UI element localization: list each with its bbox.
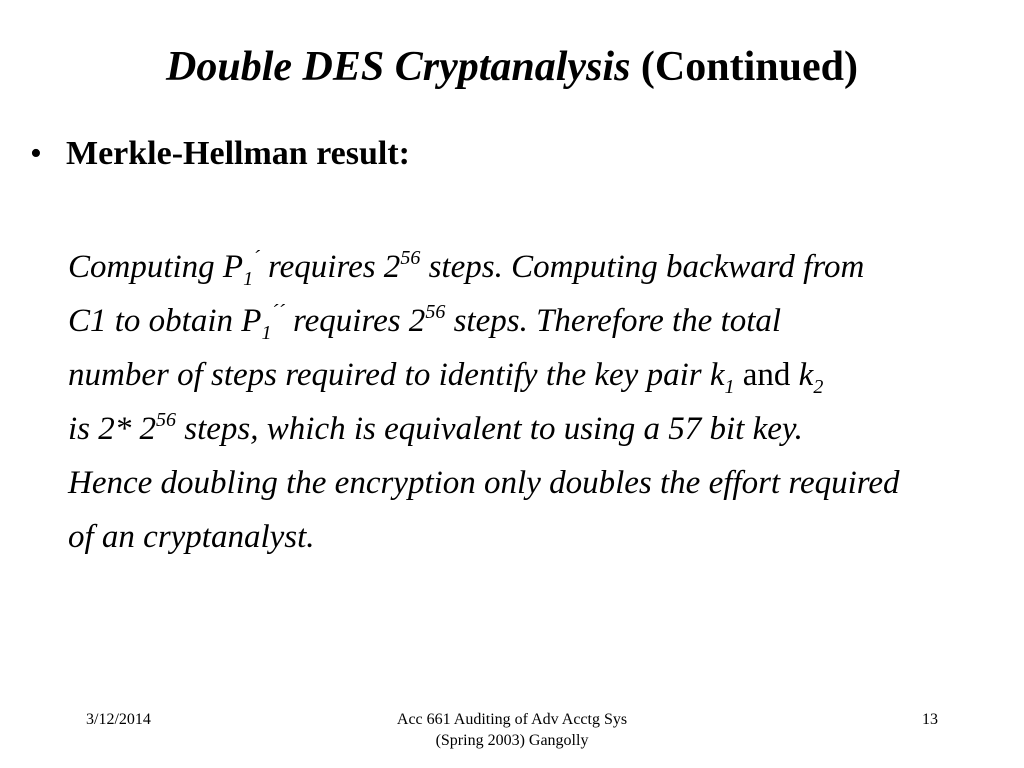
footer-course-line-2: (Spring 2003) Gangolly (435, 732, 589, 749)
line3-and: and (734, 357, 799, 393)
footer-date: 3/12/2014 (86, 711, 151, 728)
paragraph-line-4 (68, 402, 1008, 456)
line1-prime: ´ (253, 247, 260, 269)
bullet-icon: • (30, 135, 42, 172)
bullet-item (30, 132, 410, 176)
line1-text-b: requires 2 (259, 249, 401, 285)
line2-text-a: C1 to obtain P (68, 303, 262, 339)
line3-text-b: k (798, 357, 814, 393)
line1-text-a: Computing P (68, 249, 244, 285)
bullet-label: Merkle-Hellman result: (66, 135, 411, 172)
paragraph-line-3 (68, 348, 1008, 402)
line1-exponent: 56 (400, 247, 421, 269)
footer-page-number: 13 (922, 711, 938, 728)
line2-text-b: requires 2 (284, 303, 426, 339)
line1-subscript: 1 (243, 268, 254, 290)
line4-text-b: steps, which is equivalent to using a 57 bit key. (176, 411, 803, 447)
line4-exponent: 56 (156, 409, 177, 431)
line2-text-c: steps. Therefore the total (445, 303, 782, 339)
paragraph-line-6: of an cryptanalyst. (68, 519, 315, 555)
line2-double-prime: ´´ (271, 301, 285, 323)
slide-title-rest: (Continued) (640, 44, 858, 90)
footer-course (312, 709, 712, 751)
paragraph-line-2 (68, 294, 1008, 348)
line1-text-c: steps. Computing backward from (420, 249, 865, 285)
footer-course-line-1: Acc 661 Auditing of Adv Acctg Sys (396, 711, 628, 728)
body-paragraph (68, 240, 1008, 564)
slide-title (0, 38, 1024, 96)
paragraph-line-5: Hence doubling the encryption only doubles the effort required (68, 465, 900, 501)
slide-title-italic: Double DES Cryptanalysis (166, 44, 631, 90)
line2-exponent: 56 (425, 301, 446, 323)
line2-subscript: 1 (261, 322, 272, 344)
paragraph-line-1 (68, 240, 1008, 294)
line3-text-a: number of steps required to identify the key pair k (68, 357, 725, 393)
line4-text-a: is 2* 2 (68, 411, 157, 447)
line3-subscript-2: 2 (813, 376, 824, 398)
line3-subscript-1: 1 (724, 376, 735, 398)
